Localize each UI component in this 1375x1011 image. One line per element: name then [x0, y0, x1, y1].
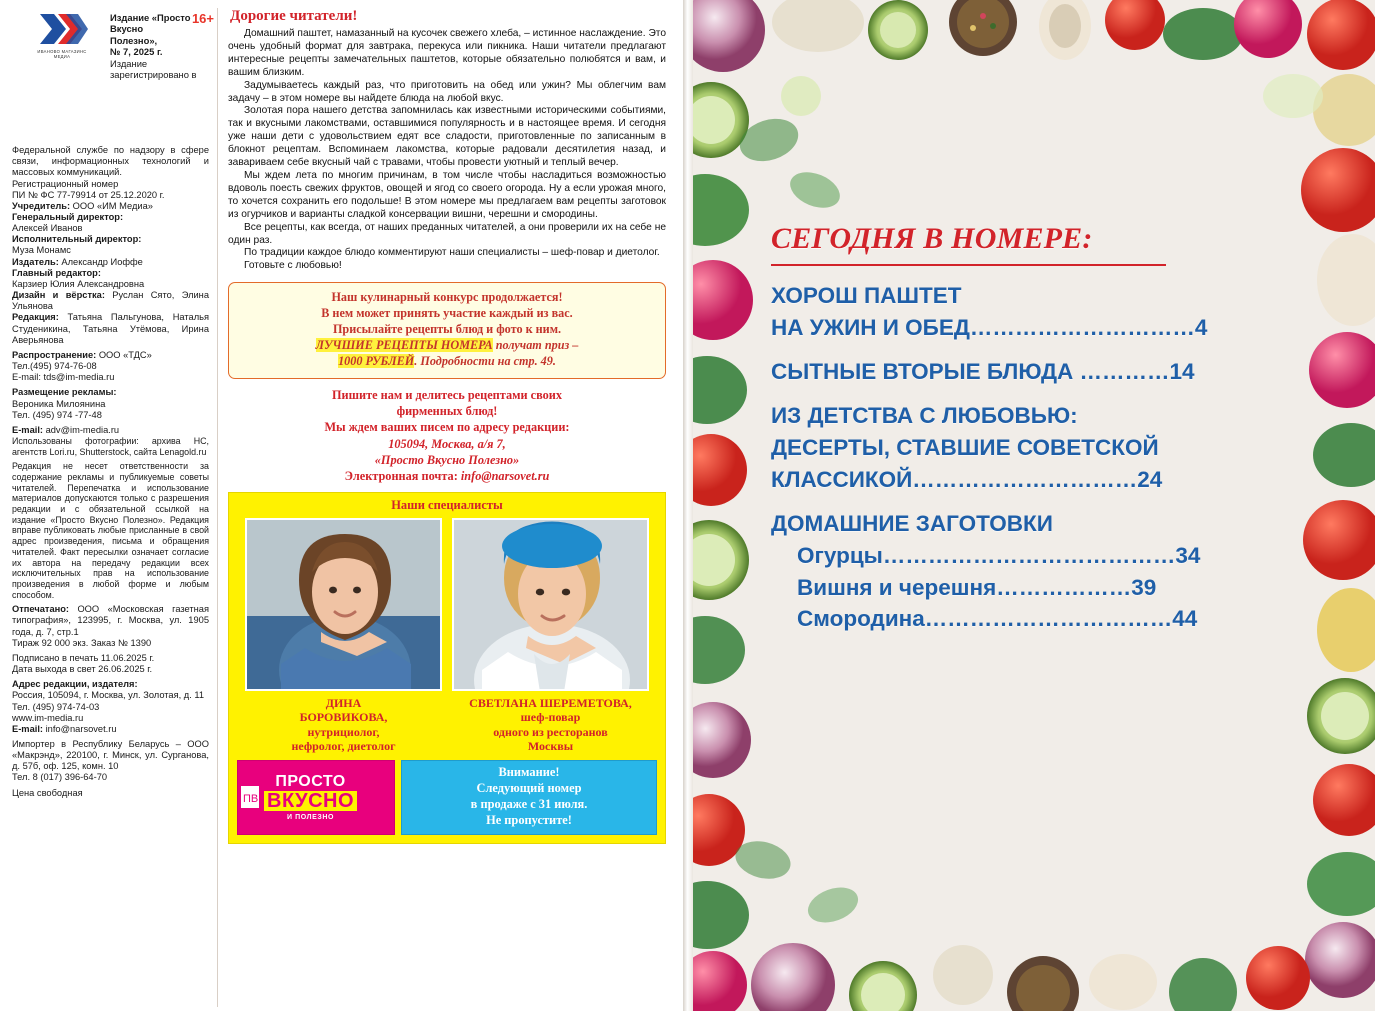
- toc-entry-text: Смородина……………………………: [797, 606, 1173, 632]
- contest-highlight: ЛУЧШИЕ РЕЦЕПТЫ НОМЕРА: [315, 337, 493, 352]
- imprint-release: Дата выхода в свет 26.06.2025 г.: [12, 664, 153, 675]
- imprint-founder: [12, 201, 209, 212]
- imprint-distribution-tel: Тел.(495) 974-76-08: [12, 361, 97, 372]
- imprint-regnumber: ПИ № ФС 77-79914 от 25.12.2020 г.: [12, 189, 165, 200]
- toc-entry[interactable]: [771, 603, 1331, 635]
- editorial-paragraph: Все рецепты, как всегда, от наших преданных читателей, а они проверили их на себе не один раз.: [228, 221, 666, 246]
- attention-line-2: в продаже с 31 июля.: [470, 796, 588, 811]
- specialists-row: [237, 518, 657, 755]
- imprint-ads-email-value: adv@im-media.ru: [43, 424, 120, 435]
- page-gutter: [683, 0, 693, 1011]
- toc-entry-text: ХОРОШ ПАШТЕТ: [771, 283, 962, 308]
- imprint-redaction-value: Татьяна Пальгунова, Наталья Студеникина, Татьяна Утёмова, Ирина Аверьянова: [12, 312, 209, 345]
- toc-entry-page: 4: [1194, 314, 1208, 340]
- toc-entry[interactable]: [771, 312, 1331, 344]
- left-page: [0, 0, 683, 1011]
- imprint-gendir-label: Генеральный директор:: [12, 212, 124, 222]
- attention-line-1: Следующий номер: [476, 780, 582, 795]
- imprint-printed-value: ООО «Московская газетная типография», 123995, г. Москва, ул. 1905 года, д. 7, стр.1: [12, 604, 209, 637]
- specialists-block: [228, 492, 666, 844]
- contest-line-3: Присылайте рецепты блюд и фото к ним.: [332, 321, 562, 336]
- imprint-distribution-label: Распространение:: [12, 349, 97, 360]
- write-us-line-2: фирменных блюд!: [396, 403, 498, 418]
- toc-entry-text: ИЗ ДЕТСТВА С ЛЮБОВЬЮ:: [771, 402, 1078, 428]
- imprint-ads-tel: Тел. (495) 974 -77-48: [12, 409, 102, 420]
- imprint-address-label: Адрес редакции, издателя:: [12, 679, 138, 690]
- toc-entry-text: КЛАССИКОЙ…………………………: [771, 466, 1138, 492]
- toc-entry-text: Вишня и черешня………………: [797, 574, 1132, 600]
- write-us-line-3: Мы ждем ваших писем по адресу редакции:: [324, 420, 570, 435]
- toc-spacer: [771, 344, 1331, 356]
- attention-line-3: Не пропустите!: [486, 812, 572, 827]
- imprint-founder-value: ООО «ИМ Медиа»: [70, 200, 153, 211]
- editorial-paragraph: Задумываетесь каждый раз, что приготовить на обед или ужин? Мы облегчим вам задачу – в этом номере вы найдете блюда на любой вкус.: [228, 79, 666, 104]
- toc-spacer: [771, 496, 1331, 508]
- imprint-circulation: Тираж 92 000 экз. Заказ № 1390: [12, 637, 152, 648]
- contest-after-highlight: получат приз –: [492, 337, 579, 352]
- write-us-block: [228, 387, 666, 485]
- toc-entry[interactable]: [771, 356, 1331, 388]
- specialist-role-line-2: нефролог, диетолог: [291, 739, 396, 754]
- editorial-paragraph: Домашний паштет, намазанный на кусочек свежего хлеба, – истинное наслаждение. Это очень удобный формат для завтрака, перекуса или пикника. Наши читатели предлагают интересные рецепты замечательных паштетов, которые обязательно полюбятся и вам, и вашим близким.: [228, 28, 666, 78]
- imprint-head-line-3: № 7, 2025 г.: [110, 46, 163, 58]
- specialist-role-line-1: одного из ресторанов: [493, 724, 608, 739]
- imprint-body: [12, 145, 209, 799]
- attention-box: [401, 760, 657, 835]
- imprint-registration: Федеральной службе по надзору в сфере связи, информационных технологий и массовых коммуникаций.: [12, 145, 209, 178]
- write-us-email: info@narsovet.ru: [460, 469, 550, 484]
- imprint-distribution-email[interactable]: E-mail: tds@im-media.ru: [12, 372, 115, 383]
- brand-text: [262, 774, 357, 821]
- contest-prize-line: [239, 338, 655, 354]
- imprint-mail[interactable]: [12, 724, 209, 735]
- brand-vkusno: ВКУСНО: [264, 791, 357, 811]
- write-us-address: 105094, Москва, а/я 7,: [388, 436, 506, 451]
- contest-prize-details: [239, 354, 655, 370]
- editorial-column: [218, 8, 670, 1007]
- toc-entry[interactable]: [771, 508, 1331, 540]
- attention-title: Внимание!: [498, 765, 560, 780]
- specialist-name-line-1: СВЕТЛАНА ШЕРЕМЕТОВА,: [469, 695, 632, 710]
- imprint-price: Цена свободная: [12, 787, 83, 798]
- toc-entry-text: ДОМАШНИЕ ЗАГОТОВКИ: [771, 510, 1053, 536]
- specialist-name-line-2: шеф-повар: [520, 710, 581, 725]
- contest-details: . Подробности на стр. 49.: [414, 353, 556, 368]
- imprint-design-value: Руслан Сято, Элина Ульянова: [12, 290, 209, 312]
- toc-divider: [771, 264, 1166, 266]
- imprint-regnumber-label: Регистрационный номер: [12, 178, 119, 189]
- toc-entry-page: 44: [1172, 606, 1198, 632]
- imprint-column: [6, 8, 218, 1007]
- imprint-head-line-2: Вкусно Полезно»,: [110, 23, 158, 46]
- editorial-text: [228, 28, 666, 273]
- write-us-email-line[interactable]: [228, 468, 666, 484]
- write-us-email-label: Электронная почта:: [344, 469, 461, 484]
- table-of-contents: [771, 222, 1331, 635]
- imprint-distribution-value: ООО «ТДС»: [96, 349, 152, 360]
- toc-entry[interactable]: [771, 432, 1331, 464]
- imprint-head-line-1: Издание «Просто: [110, 12, 191, 23]
- brand-logo: [237, 760, 395, 835]
- specialist-name-line-2: БОРОВИКОВА,: [299, 710, 388, 725]
- imprint-ads-person: Вероника Милоянина: [12, 398, 106, 409]
- svg-text:ПВ: ПВ: [243, 793, 259, 806]
- footer-strip: [237, 760, 657, 835]
- imprint-address: Россия, 105094, г. Москва, ул. Золотая, д. 11: [12, 690, 205, 701]
- imprint-mail-value: info@narsovet.ru: [43, 723, 117, 734]
- toc-entry[interactable]: [771, 540, 1331, 572]
- specialist-photo: [245, 518, 442, 691]
- imprint-address-tel: Тел. (495) 974-74-03: [12, 701, 100, 712]
- toc-entry[interactable]: [771, 280, 1331, 312]
- toc-entry[interactable]: [771, 400, 1331, 432]
- imprint-printed-label: Отпечатано:: [12, 604, 70, 615]
- imprint-signed: Подписано в печать 11.06.2025 г.: [12, 652, 155, 663]
- imprint-head-line-4: Издание: [110, 57, 148, 69]
- imprint-publisher-label: Издатель:: [12, 256, 59, 267]
- imprint-importer: Импортер в Республику Беларусь – ООО «Макрэнд», 220100, г. Минск, ул. Сурганова, д. 57б, оф. 125, комн. 10: [12, 739, 209, 772]
- editorial-paragraph: По традиции каждое блюдо комментируют наши специалисты – шеф-повар и диетолог.: [244, 247, 660, 259]
- specialists-title: Наши специалисты: [391, 497, 503, 512]
- imprint-design-label: Дизайн и вёрстка:: [12, 290, 105, 301]
- imprint-editor-value: Карзиер Юлия Александровна: [12, 278, 145, 289]
- imprint-gendir-value: Алексей Иванов: [12, 223, 83, 234]
- editorial-paragraph: Золотая пора нашего детства запомнилась как известными историческими событиями, так и вкусными лакомствами, оставшимися популярность и в настоящее время. И сегодня уже наши дети с удовольствием едят все сладости, приготовленные по записанным в блокнот рецептам. Вспоминаем лакомства, которые радовали десятилетия назад, и завариваем себе вкусный чай с травами, чтобы провести уютный и теплый вечер.: [228, 105, 666, 169]
- imprint-founder-label: Учредитель:: [12, 200, 71, 211]
- specialist-card: [452, 518, 649, 755]
- imprint-redaction-label: Редакция:: [12, 312, 59, 323]
- specialist-name: [452, 696, 649, 755]
- specialist-name-line-1: ДИНА: [325, 695, 362, 710]
- write-us-line-1: Пишите нам и делитесь рецептами своих: [331, 387, 563, 402]
- imprint-ads-email[interactable]: [12, 425, 209, 436]
- imprint-ads-email-label: E-mail:: [12, 424, 43, 435]
- specialist-photo: [452, 518, 649, 691]
- imprint-design: [12, 290, 209, 312]
- contest-line-1: Наш кулинарный конкурс продолжается!: [331, 290, 563, 305]
- write-us-magazine: «Просто Вкусно Полезно»: [374, 452, 520, 467]
- toc-entry-page: 39: [1131, 574, 1157, 600]
- right-page: [683, 0, 1375, 1011]
- contest-prize-amount: 1000 РУБЛЕЙ: [338, 353, 415, 368]
- imprint-site[interactable]: www.im-media.ru: [12, 712, 84, 723]
- brand-prosto: ПРОСТО: [275, 772, 346, 790]
- editorial-paragraph: Готовьте с любовью!: [244, 260, 342, 272]
- toc-title: СЕГОДНЯ В НОМЕРЕ:: [771, 222, 1093, 255]
- imprint-mail-label: E-mail:: [12, 723, 43, 734]
- toc-entry[interactable]: [771, 572, 1331, 604]
- specialist-role-line-1: нутрициолог,: [307, 724, 380, 739]
- editorial-title: Дорогие читатели!: [230, 8, 358, 24]
- imprint-header: [110, 12, 214, 81]
- logo-mark-icon: [36, 10, 88, 48]
- imprint-disclaimer: Редакция не несет ответственности за содержание рекламы и публикуемые советы читателей. Перепечатка и использование материалов допускаются только с разрешения редакции и с обязательной ссылкой на издание «Просто Вкусно Полезно». Редакция вправе публиковать любые присланные в свой адрес произведения, письма и обращения читателей. Факт пересылки означает согласие их автора на передачу редакции всех исключительных прав на использование произведения в любой форме и любым способом.: [12, 461, 209, 600]
- imprint-redaction: [12, 312, 209, 345]
- imprint-distribution: [12, 350, 209, 361]
- toc-entry[interactable]: [771, 464, 1331, 496]
- imprint-editor-label: Главный редактор:: [12, 267, 101, 278]
- imprint-photos: Использованы фотографии: архива НС, агентств Lori.ru, Shutterstock, сайта Lenagold.ru: [12, 435, 209, 457]
- toc-spacer: [771, 388, 1331, 400]
- imprint-publisher-value: Александр Иоффе: [58, 256, 143, 267]
- contest-line-2: В нем может принять участие каждый из вас.: [321, 306, 573, 321]
- imprint-printed: [12, 604, 209, 637]
- brand-mark-icon: [238, 761, 262, 834]
- publisher-logo: [30, 10, 94, 59]
- imprint-importer-tel: Тел. 8 (017) 396-64-70: [12, 772, 108, 783]
- toc-entry-page: 24: [1137, 466, 1163, 492]
- imprint-publisher: [12, 257, 209, 268]
- imprint-execdir-label: Исполнительный директор:: [12, 234, 142, 245]
- toc-entry-page: 34: [1175, 542, 1201, 568]
- toc-entry-text: СЫТНЫЕ ВТОРЫЕ БЛЮДА …………: [771, 358, 1170, 384]
- toc-entry-text: Огурцы…………………………………: [797, 542, 1176, 568]
- imprint-head-line-5: зарегистрировано в: [110, 69, 197, 81]
- brand-polezno: И ПОЛЕЗНО: [286, 813, 335, 821]
- imprint-execdir-value: Муза Монамс: [12, 245, 71, 256]
- specialist-card: [245, 518, 442, 755]
- contest-box: [228, 282, 666, 378]
- toc-entry-text: НА УЖИН И ОБЕД…………………………: [771, 314, 1195, 340]
- specialist-name: [245, 696, 442, 755]
- imprint-ads-label: Размещение рекламы:: [12, 387, 117, 398]
- editorial-paragraph: Мы ждем лета по многим причинам, в том числе чтобы насладиться возможностью вдоволь поесть свежих фруктов, овощей и ягод со своего огорода. Ну а если урожая много, то хочется сохранить его подольше! В этом номере мы предлагаем вам рецепты заготовок из огурчиков и варианты сладкой консервации вишни, черешни и смородины.: [228, 169, 666, 220]
- age-rating-badge: 16+: [191, 11, 214, 26]
- toc-entry-text: ДЕСЕРТЫ, СТАВШИЕ СОВЕТСКОЙ: [771, 434, 1159, 460]
- logo-caption: ИВАНОВО МАГАЗИНС МЕДИА: [37, 49, 87, 60]
- toc-entry-page: 14: [1169, 358, 1195, 384]
- specialist-role-line-2: Москвы: [527, 739, 574, 754]
